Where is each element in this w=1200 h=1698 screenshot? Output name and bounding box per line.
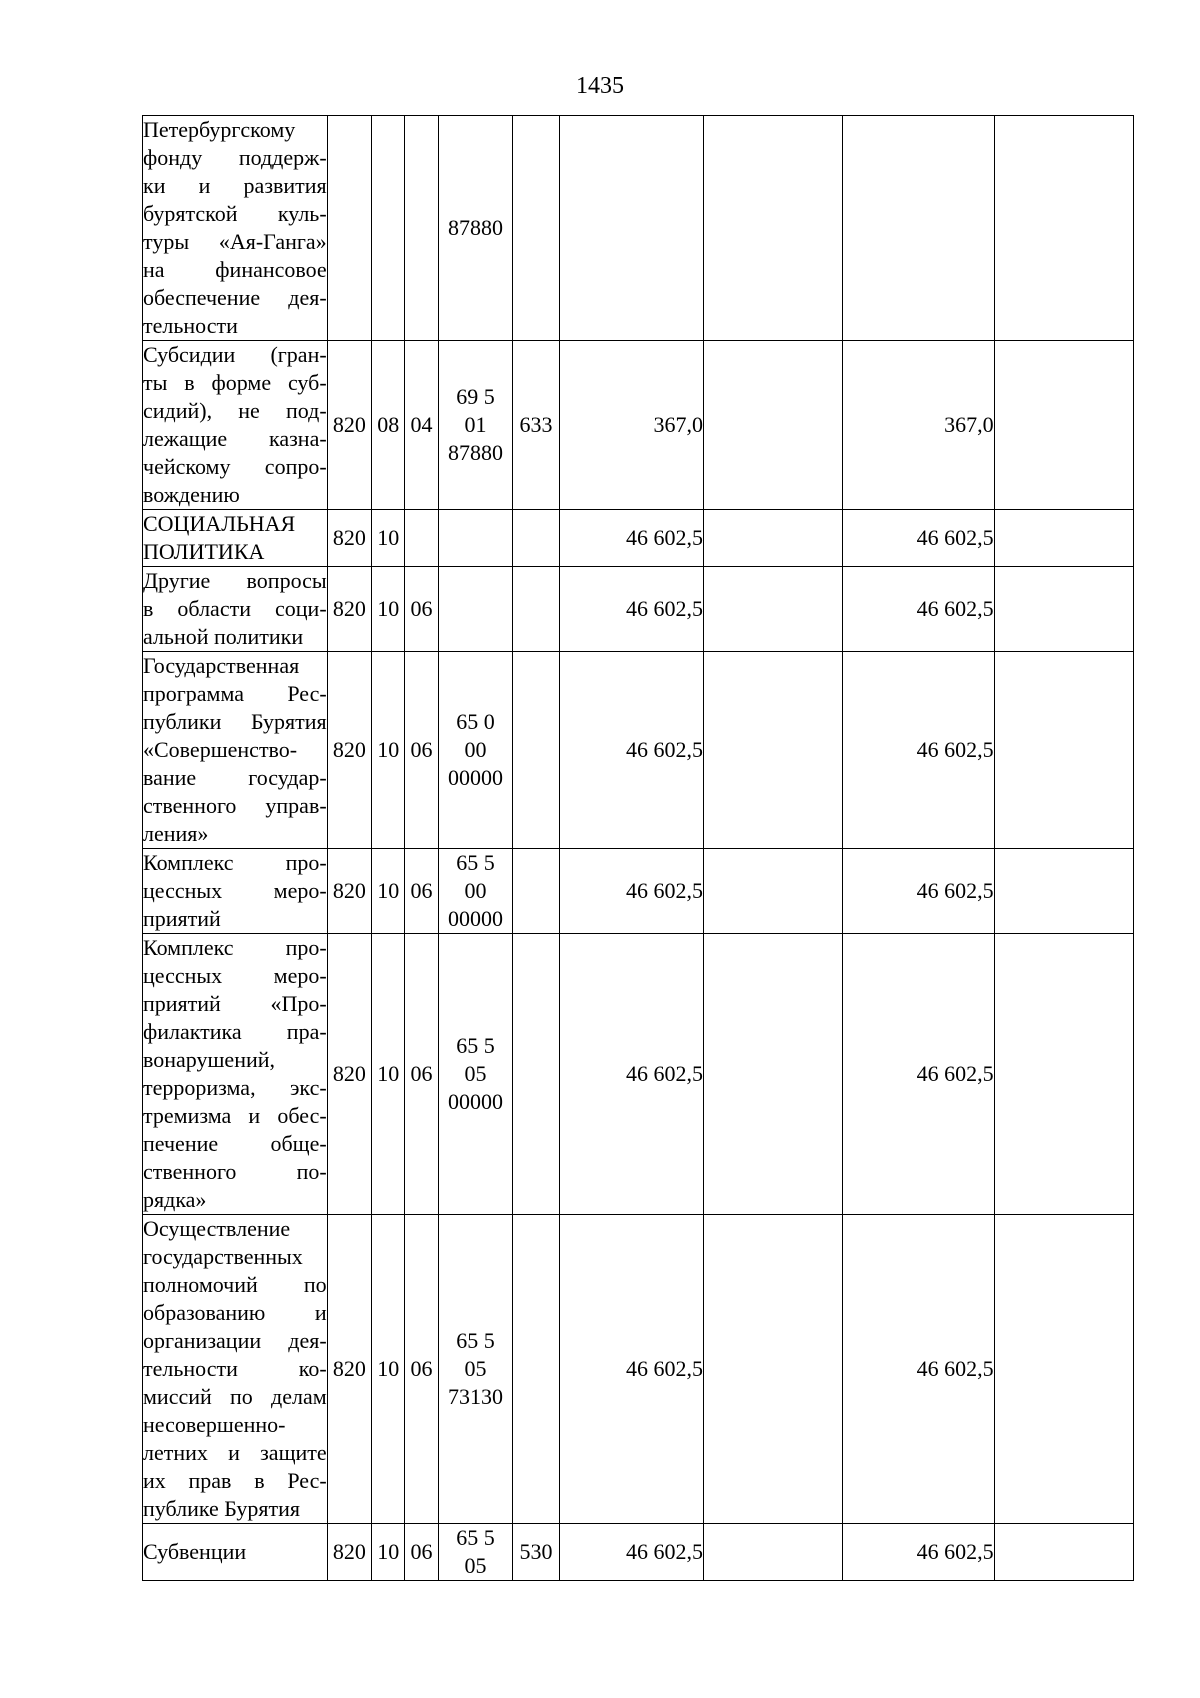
row-name-line: программа Рес- — [143, 681, 327, 706]
row-name-line: приятий — [143, 906, 221, 931]
table-row — [143, 116, 1134, 341]
cell-amount-4 — [994, 934, 1133, 1215]
cell-expense-type — [513, 510, 559, 567]
cell-amount-2 — [704, 652, 843, 849]
row-name-line: СОЦИАЛЬНАЯ — [143, 511, 296, 536]
cell-subsection: 06 — [405, 1215, 438, 1524]
cell-amount-1: 46 602,5 — [559, 567, 703, 652]
cell-amount-2 — [704, 341, 843, 510]
cell-amount-1: 46 602,5 — [559, 934, 703, 1215]
target-article-part: 65 5 — [456, 1525, 495, 1550]
cell-amount-2 — [704, 1524, 843, 1581]
row-name-line: Комплекс про- — [143, 935, 327, 960]
row-name-line: вождению — [143, 482, 240, 507]
row-name — [143, 510, 328, 567]
row-name — [143, 1524, 328, 1581]
cell-amount-3 — [843, 116, 994, 341]
cell-section: 10 — [372, 567, 405, 652]
target-article-part: 00 — [464, 737, 487, 762]
cell-section: 10 — [372, 934, 405, 1215]
target-article-part: 73130 — [447, 1384, 503, 1409]
cell-amount-4 — [994, 652, 1133, 849]
cell-amount-2 — [704, 934, 843, 1215]
cell-amount-1 — [559, 116, 703, 341]
cell-ved: 820 — [327, 567, 371, 652]
cell-expense-type — [513, 116, 559, 341]
cell-expense-type — [513, 934, 559, 1215]
table-row — [143, 652, 1134, 849]
row-name-line: фонду поддерж- — [143, 145, 327, 170]
cell-amount-3: 46 602,5 — [843, 567, 994, 652]
row-name-line: Осуществление — [143, 1216, 291, 1241]
target-article-part: 00000 — [447, 1089, 503, 1114]
row-name-line: сидий), не под- — [143, 398, 327, 423]
row-name — [143, 849, 328, 934]
table-row — [143, 567, 1134, 652]
cell-target-article — [438, 849, 513, 934]
cell-ved: 820 — [327, 934, 371, 1215]
cell-target-article — [438, 652, 513, 849]
row-name-line: тельности ко- — [143, 1356, 327, 1381]
cell-ved: 820 — [327, 849, 371, 934]
row-name-line: Комплекс про- — [143, 850, 327, 875]
cell-ved: 820 — [327, 652, 371, 849]
cell-amount-4 — [994, 510, 1133, 567]
cell-section: 10 — [372, 510, 405, 567]
target-article-part: 65 5 — [456, 1033, 495, 1058]
row-name-line: на финансовое — [143, 257, 327, 282]
row-name-line: ления» — [143, 821, 209, 846]
row-name-line: их прав в Рес- — [143, 1468, 327, 1493]
target-article-part: 65 0 — [456, 709, 495, 734]
cell-expense-type — [513, 567, 559, 652]
row-name-line: цессных меро- — [143, 878, 327, 903]
cell-amount-3: 46 602,5 — [843, 510, 994, 567]
row-name-line: туры «Ая-Ганга» — [143, 229, 327, 254]
cell-subsection: 04 — [405, 341, 438, 510]
cell-section: 10 — [372, 1524, 405, 1581]
row-name-line: Субвенции — [143, 1539, 247, 1564]
cell-amount-2 — [704, 567, 843, 652]
row-name-line: ственного управ- — [143, 793, 327, 818]
row-name-line: цессных меро- — [143, 963, 327, 988]
row-name-line: летних и защите — [143, 1440, 327, 1465]
row-name-line: терроризма, экс- — [143, 1075, 327, 1100]
row-name-line: тремизма и обес- — [143, 1103, 327, 1128]
row-name-line: государственных — [143, 1244, 303, 1269]
table-row — [143, 510, 1134, 567]
cell-subsection: 06 — [405, 934, 438, 1215]
row-name-line: приятий «Про- — [143, 991, 327, 1016]
cell-ved: 820 — [327, 341, 371, 510]
target-article-part: 69 5 — [456, 384, 495, 409]
cell-amount-3: 46 602,5 — [843, 934, 994, 1215]
row-name — [143, 934, 328, 1215]
row-name-line: альной политики — [143, 624, 304, 649]
cell-amount-3: 46 602,5 — [843, 1215, 994, 1524]
row-name-line: филактика пра- — [143, 1019, 327, 1044]
cell-amount-4 — [994, 341, 1133, 510]
cell-subsection: 06 — [405, 652, 438, 849]
target-article-part: 87880 — [447, 215, 503, 240]
row-name-line: несовершенно- — [143, 1412, 286, 1437]
cell-amount-1: 46 602,5 — [559, 510, 703, 567]
cell-amount-3: 46 602,5 — [843, 849, 994, 934]
cell-target-article — [438, 510, 513, 567]
cell-amount-4 — [994, 1215, 1133, 1524]
row-name-line: Субсидии (гран- — [143, 342, 327, 367]
row-name-line: публики Бурятия — [143, 709, 327, 734]
cell-amount-2 — [704, 849, 843, 934]
target-article-part: 00 — [464, 878, 487, 903]
row-name-line: Государственная — [143, 653, 300, 678]
table-row — [143, 341, 1134, 510]
cell-amount-2 — [704, 510, 843, 567]
cell-amount-4 — [994, 1524, 1133, 1581]
row-name — [143, 652, 328, 849]
row-name-line: ПОЛИТИКА — [143, 539, 265, 564]
cell-expense-type — [513, 652, 559, 849]
target-article-part: 65 5 — [456, 850, 495, 875]
cell-subsection: 06 — [405, 1524, 438, 1581]
row-name-line: публике Бурятия — [143, 1496, 300, 1521]
row-name-line: организации дея- — [143, 1328, 327, 1353]
cell-subsection: 06 — [405, 567, 438, 652]
cell-amount-1: 367,0 — [559, 341, 703, 510]
row-name-line: бурятской куль- — [143, 201, 327, 226]
row-name — [143, 341, 328, 510]
cell-target-article — [438, 1215, 513, 1524]
cell-amount-4 — [994, 567, 1133, 652]
cell-expense-type — [513, 849, 559, 934]
row-name-line: миссий по делам — [143, 1384, 327, 1409]
cell-section — [372, 116, 405, 341]
cell-amount-1: 46 602,5 — [559, 849, 703, 934]
row-name-line: «Совершенство- — [143, 737, 298, 762]
row-name-line: ты в форме суб- — [143, 370, 327, 395]
cell-amount-4 — [994, 116, 1133, 341]
row-name-line: ки и развития — [143, 173, 327, 198]
cell-section: 10 — [372, 1215, 405, 1524]
row-name — [143, 1215, 328, 1524]
cell-amount-3: 46 602,5 — [843, 652, 994, 849]
table-row — [143, 1215, 1134, 1524]
cell-amount-1: 46 602,5 — [559, 652, 703, 849]
cell-section: 10 — [372, 849, 405, 934]
cell-ved — [327, 116, 371, 341]
row-name-line: печение обще- — [143, 1131, 327, 1156]
cell-target-article — [438, 934, 513, 1215]
cell-expense-type: 633 — [513, 341, 559, 510]
row-name-line: тельности — [143, 313, 238, 338]
table-row — [143, 934, 1134, 1215]
cell-amount-1: 46 602,5 — [559, 1215, 703, 1524]
row-name — [143, 567, 328, 652]
row-name-line: рядка» — [143, 1187, 207, 1212]
page-number: 1435 — [576, 73, 624, 99]
cell-target-article — [438, 567, 513, 652]
target-article-part: 87880 — [447, 440, 503, 465]
table-row — [143, 1524, 1134, 1581]
table-row — [143, 849, 1134, 934]
cell-ved: 820 — [327, 1524, 371, 1581]
cell-expense-type — [513, 1215, 559, 1524]
row-name-line: полномочий по — [143, 1272, 327, 1297]
cell-expense-type: 530 — [513, 1524, 559, 1581]
cell-section: 08 — [372, 341, 405, 510]
target-article-part: 05 — [464, 1553, 487, 1578]
row-name-line: лежащие казна- — [143, 426, 327, 451]
row-name-line: вание государ- — [143, 765, 327, 790]
target-article-part: 00000 — [447, 906, 503, 931]
cell-section: 10 — [372, 652, 405, 849]
target-article-part: 01 — [464, 412, 487, 437]
cell-ved: 820 — [327, 510, 371, 567]
target-article-part: 05 — [464, 1061, 487, 1086]
target-article-part: 65 5 — [456, 1328, 495, 1353]
row-name-line: в области соци- — [143, 596, 327, 621]
target-article-part: 05 — [464, 1356, 487, 1381]
cell-amount-3: 46 602,5 — [843, 1524, 994, 1581]
row-name-line: Другие вопросы — [143, 568, 327, 593]
cell-amount-1: 46 602,5 — [559, 1524, 703, 1581]
row-name-line: образованию и — [143, 1300, 327, 1325]
row-name-line: чейскому сопро- — [143, 454, 327, 479]
cell-target-article — [438, 1524, 513, 1581]
row-name-line: ственного по- — [143, 1159, 327, 1184]
row-name-line: Петербургскому — [143, 117, 296, 142]
cell-amount-2 — [704, 116, 843, 341]
row-name — [143, 116, 328, 341]
row-name-line: обеспечение дея- — [143, 285, 327, 310]
target-article-part: 00000 — [447, 765, 503, 790]
budget-table — [142, 115, 1134, 1581]
cell-amount-2 — [704, 1215, 843, 1524]
cell-subsection: 06 — [405, 849, 438, 934]
row-name-line: вонарушений, — [143, 1047, 276, 1072]
cell-ved: 820 — [327, 1215, 371, 1524]
cell-target-article — [438, 116, 513, 341]
cell-amount-3: 367,0 — [843, 341, 994, 510]
cell-target-article — [438, 341, 513, 510]
cell-amount-4 — [994, 849, 1133, 934]
cell-subsection — [405, 510, 438, 567]
cell-subsection — [405, 116, 438, 341]
